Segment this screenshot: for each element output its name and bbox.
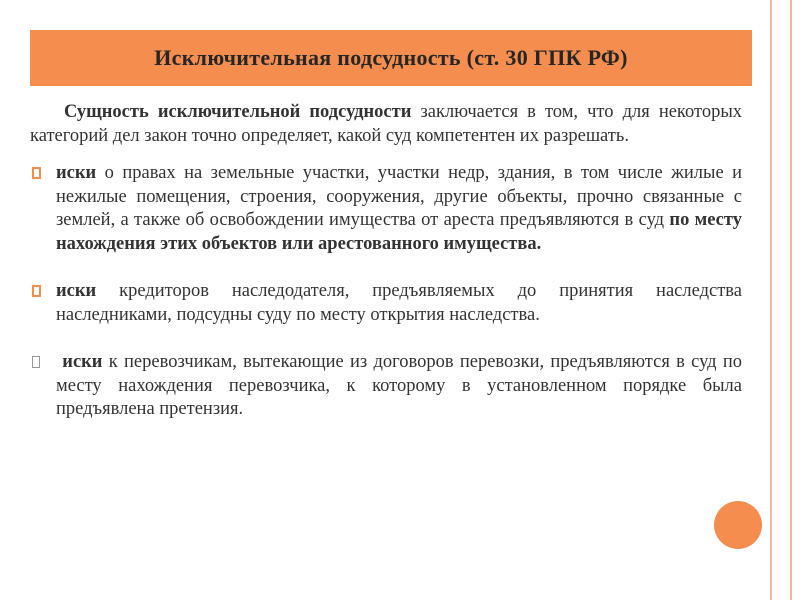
bullet-text: о правах на земельные участки, участки недр, здания, в том числе жилые и нежилые помещения, строения, сооружения, другие объекты, прочно связанные с землей, а также об освобождении имущества от ареста предъявляются в суд [56, 163, 742, 230]
bullet-bold-lead: иски [62, 352, 103, 372]
slide-content [30, 100, 742, 446]
decorative-orange-circle [714, 501, 762, 549]
title-bar [30, 30, 752, 86]
bullet-bold-tail: по месту нахождения этих объектов или арестованного имущества. [56, 210, 742, 254]
decorative-side-border [770, 0, 792, 600]
intro-bold-lead: Сущность исключительной подсудности [64, 102, 412, 122]
bullet-text: к перевозчикам, вытекающие из договоров перевозки, предъявляются в суд по месту нахождения перевозчика, к которому в установленном порядке была предъявлена претензия. [56, 352, 743, 419]
slide-title: Исключительная подсудность (ст. 30 ГПК РФ) [154, 45, 628, 70]
bullet-bold-lead: иски [56, 281, 97, 301]
bullet-bold-lead: иски [56, 163, 97, 183]
bullet-item [30, 351, 742, 422]
intro-paragraph [30, 100, 742, 148]
bullet-item [30, 162, 742, 256]
orange-square-bullet-icon [32, 167, 41, 179]
empty-box-bullet-icon [32, 356, 40, 368]
orange-square-bullet-icon [32, 285, 41, 297]
bullet-item [30, 280, 742, 327]
intro-text: заключается в том, что для некоторых категорий дел закон точно определяет, какой суд компетентен их разрешать. [30, 102, 743, 146]
bullet-text: кредиторов наследодателя, предъявляемых до принятия наследства наследниками, подсудны суду по месту открытия наследства. [56, 281, 742, 325]
